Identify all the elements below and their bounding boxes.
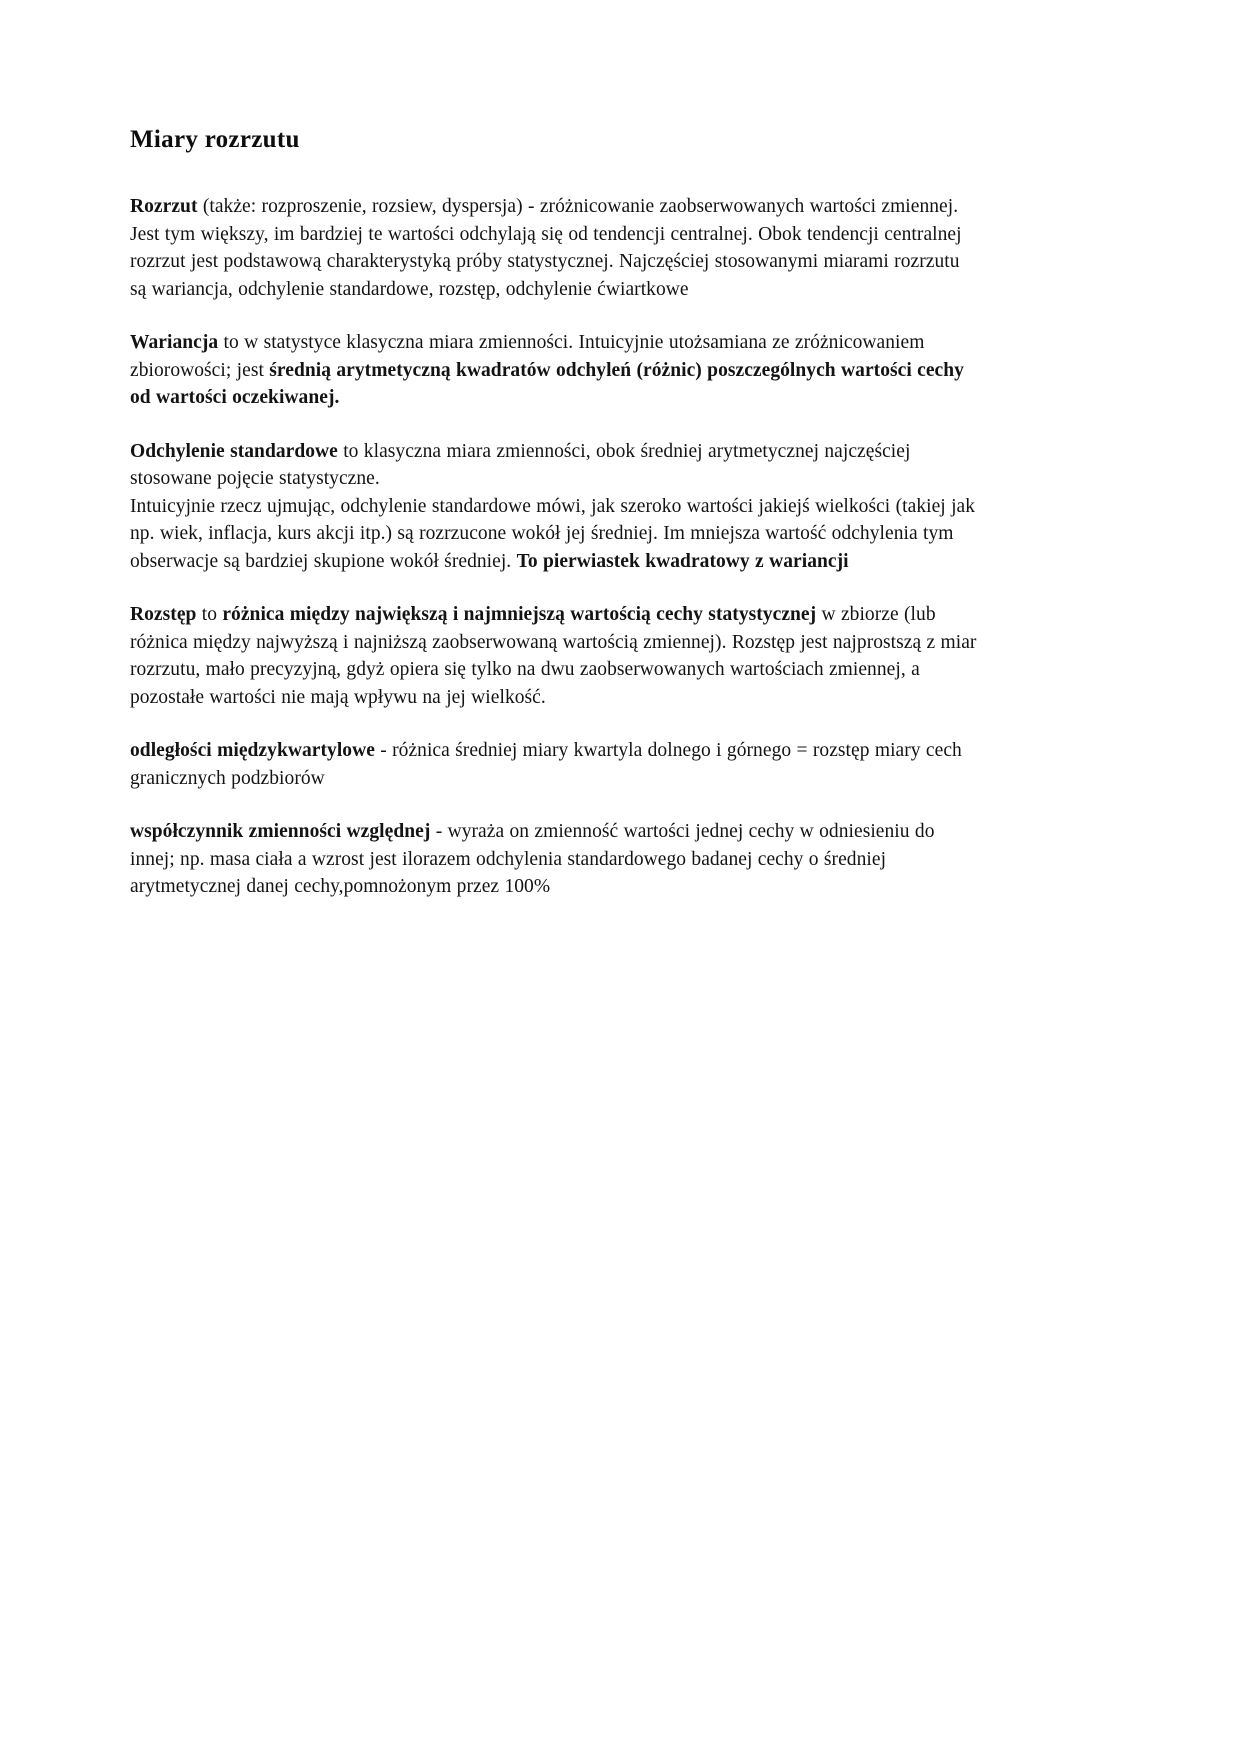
text-rozstep-emphasis: różnica między największą i najmniejszą wartością cechy statystycznej [222, 604, 817, 625]
paragraph-odleglosci-miedzykwartylowe [130, 737, 980, 792]
term-rozstep: Rozstęp [130, 604, 197, 625]
text-rozstep-body-2: w zbiorze (lub różnica między najwyższą i najniższą zaobserwowaną wartością zmiennej). Rozstęp jest najprostszą z miar rozrzutu, mało precyzyjną, gdyż opiera się tylko na dwu zaobserwowanych wartościach zmiennej, a pozostałe wartości nie mają wpływu na jej wielkość. [130, 604, 977, 708]
text-odleglosci-body: - różnica średniej miary kwartyla dolnego i górnego = rozstęp miary cech granicznych podzbiorów [130, 740, 962, 789]
paragraph-rozrzut [130, 193, 980, 303]
text-odchylenie-emphasis: To pierwiastek kwadratowy z wariancji [516, 550, 849, 572]
term-odchylenie-standardowe: Odchylenie standardowe [130, 440, 338, 462]
text-wspolczynnik-body: - wyraża on zmienność wartości jednej cechy w odniesieniu do innej; np. masa ciała a wzrost jest ilorazem odchylenia standardowego badanej cechy o średniej arytmetycznej danej cechy,pomnożonym przez 100% [130, 821, 935, 897]
text-rozstep-body-1: to [196, 604, 223, 625]
text-odchylenie-body-2: Intuicyjnie rzecz ujmując, odchylenie standardowe mówi, jak szeroko wartości jakiejś wielkości (takiej jak np. wiek, inflacja, kurs akcji itp.) są rozrzucone wokół jej średniej. Im mniejsza wartość odchylenia tym obserwacje są bardziej skupione wokół średniej. [130, 495, 976, 572]
paragraph-wspolczynnik-zmiennosci [130, 818, 980, 901]
text-odchylenie-body-1: to klasyczna miara zmienności, obok średniej arytmetycznej najczęściej stosowane pojęcie statystyczne. [130, 440, 911, 489]
paragraph-wariancja [130, 329, 980, 412]
text-wariancja-emphasis: średnią arytmetyczną kwadratów odchyleń (różnic) poszczególnych wartości cechy od wartości oczekiwanej. [130, 359, 964, 408]
text-rozrzut-body: (także: rozproszenie, rozsiew, dyspersja) - zróżnicowanie zaobserwowanych wartości zmiennej. Jest tym większy, im bardziej te wartości odchylają się od tendencji centralnej. Obok tendencji centralnej rozrzut jest podstawową charakterystyką próby statystycznej. Najczęściej stosowanymi miarami rozrzutu są wariancja, odchylenie standardowe, rozstęp, odchylenie ćwiartkowe [130, 196, 962, 300]
text-wariancja-body: to w statystyce klasyczna miara zmienności. Intuicyjnie utożsamiana ze zróżnicowaniem zbiorowości; jest [130, 332, 925, 381]
term-odleglosci-miedzykwartylowe: odległości międzykwartylowe [130, 740, 375, 761]
term-wariancja: Wariancja [130, 332, 219, 353]
paragraph-rozstep [130, 601, 980, 711]
term-wspolczynnik-zmiennosci: współczynnik zmienności względnej [130, 821, 431, 842]
paragraph-odchylenie-standardowe [130, 438, 980, 576]
term-rozrzut: Rozrzut [130, 196, 198, 217]
page-title: Miary rozrzutu [130, 126, 300, 153]
document-body [130, 125, 980, 901]
